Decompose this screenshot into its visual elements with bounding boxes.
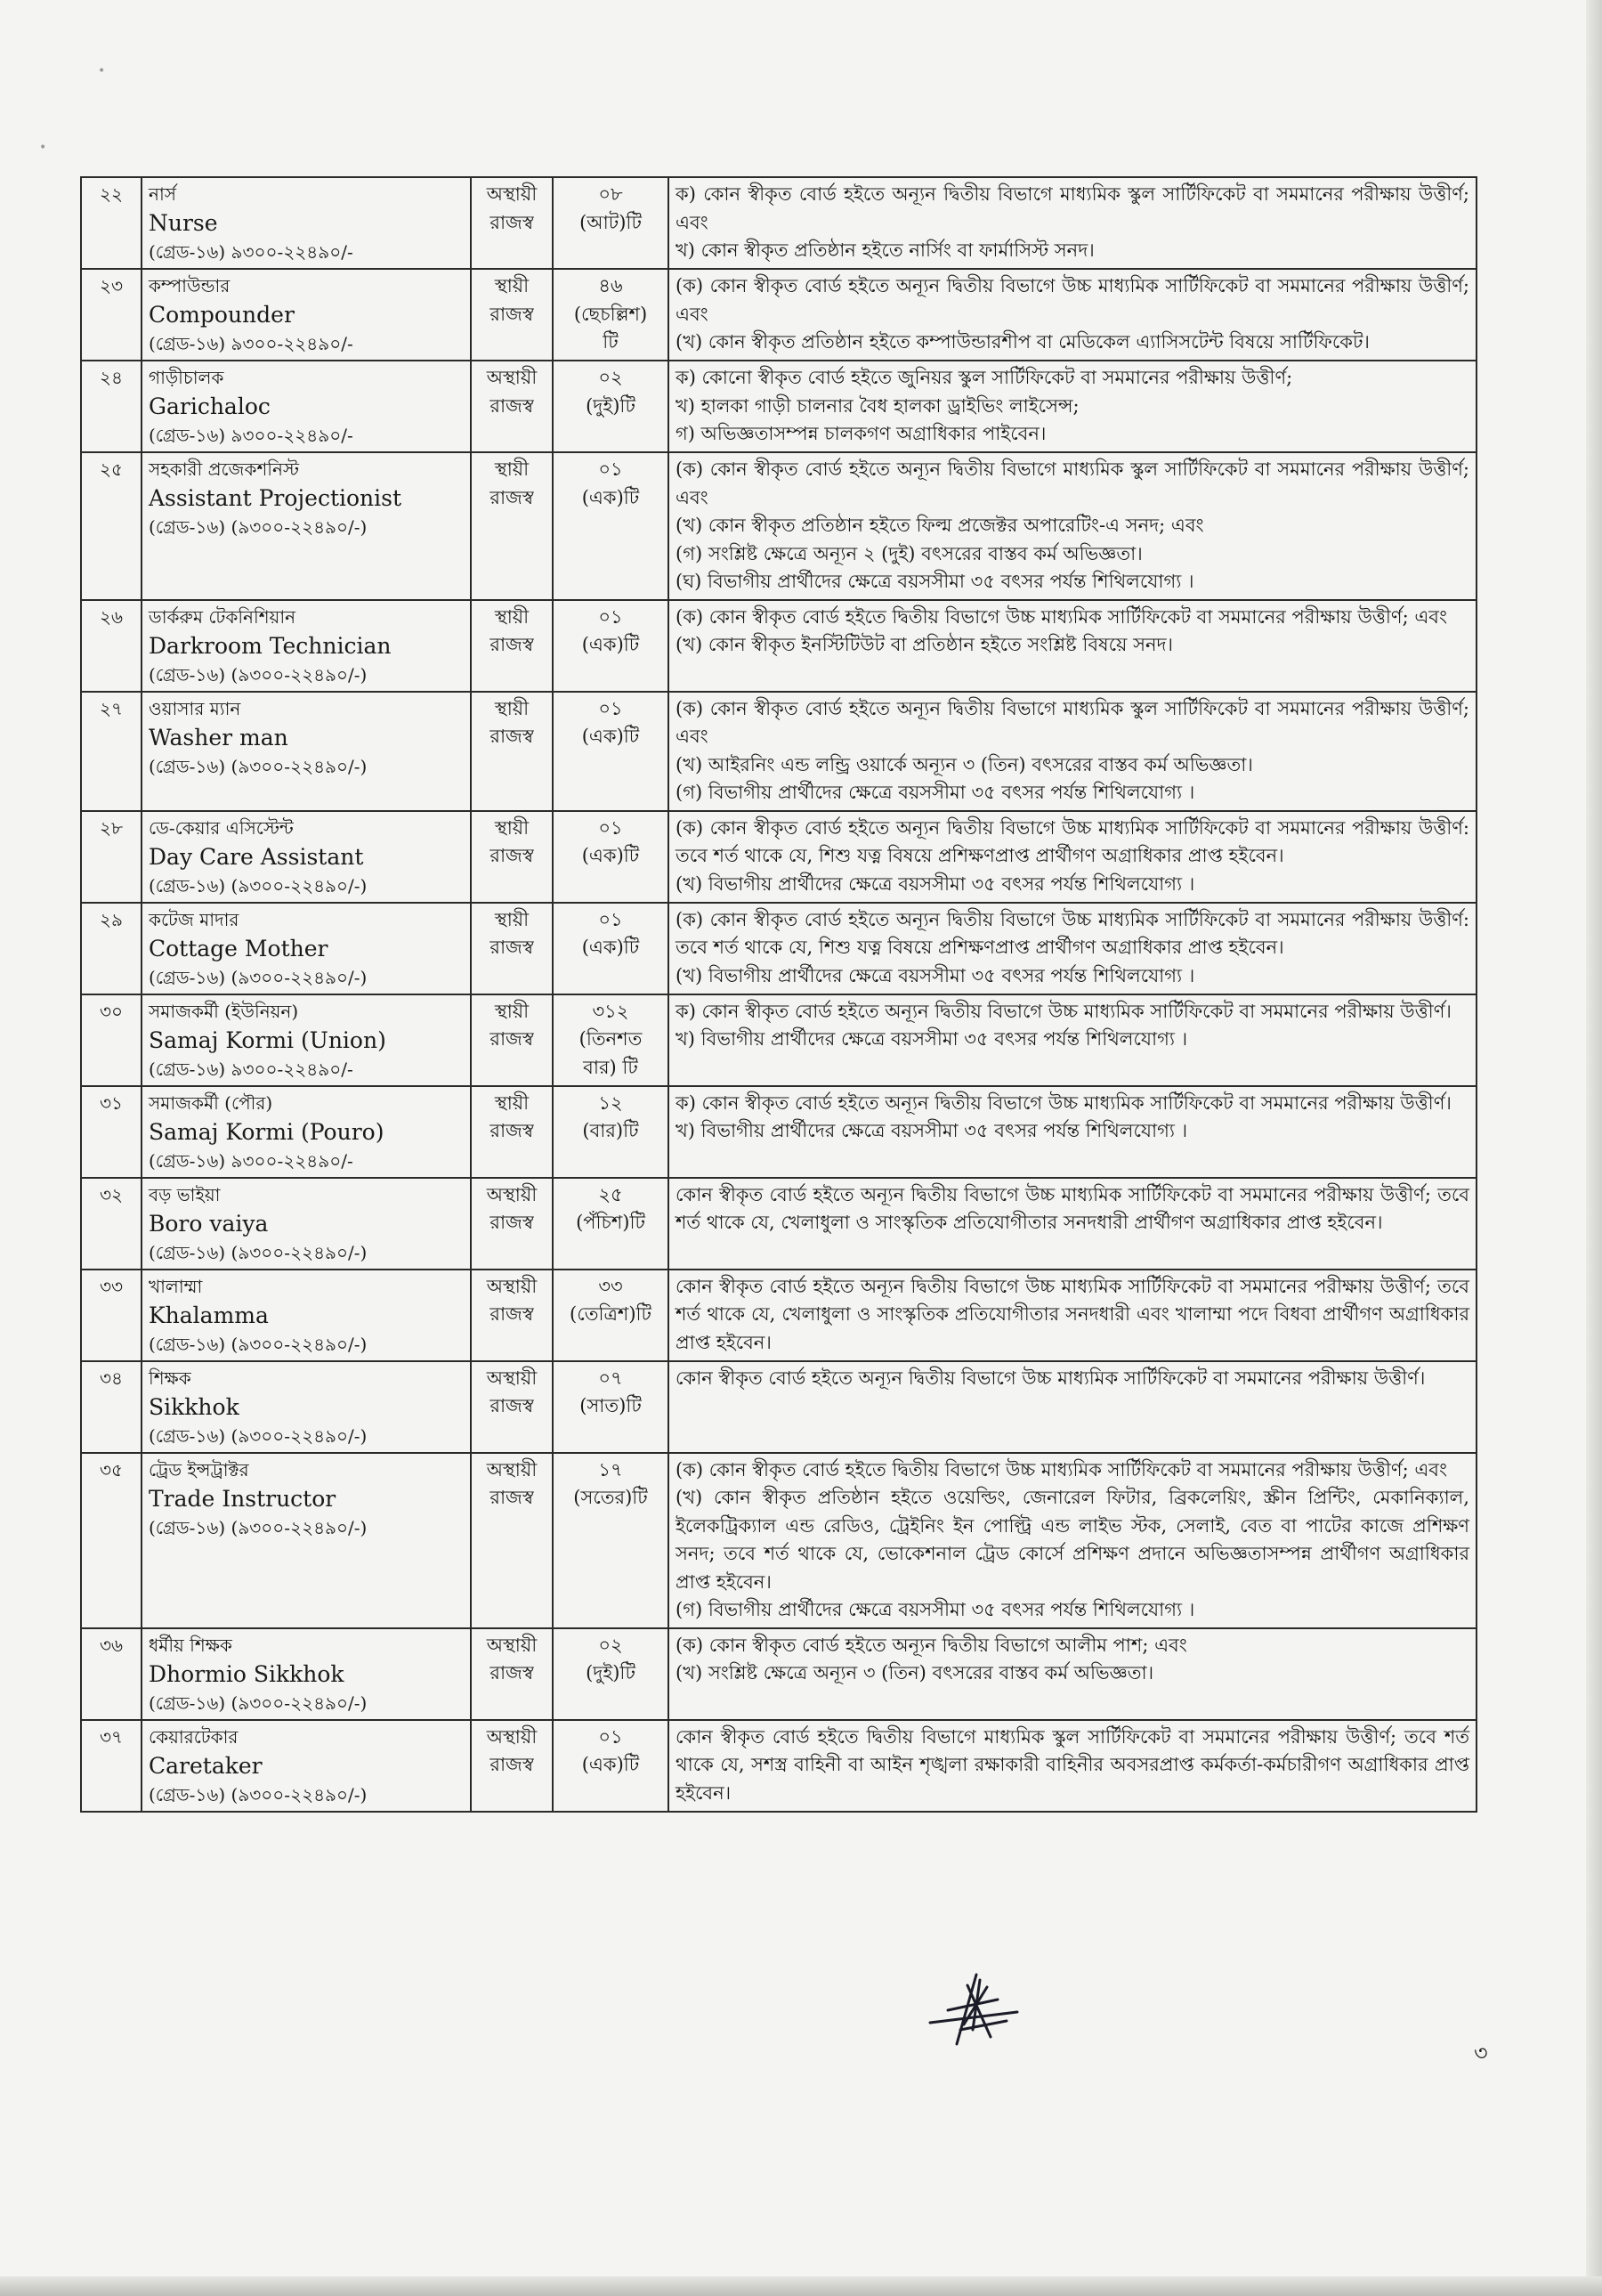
requirement-line: (খ) কোন স্বীকৃত প্রতিষ্ঠান হইতে কম্পাউন্ডারশীপ বা মেডিকেল এ্যাসিসটেন্ট বিষয়ে সার্টিফিকেট। [676,331,1370,353]
post-count-line: ০১ [598,605,623,628]
post-type-line: রাজস্ব [490,1395,534,1416]
post-name-bn: সমাজকর্মী (পৌর) [149,1091,273,1114]
requirement-line: কোন স্বীকৃত বোর্ড হইতে দ্বিতীয় বিভাগে মাধ্যমিক স্কুল সার্টিফিকেট বা সমমানের পরীক্ষায় উত্তীর্ণ; তবে শর্ত থাকে যে, সশস্ত্র বাহিনী বা আইন শৃঙ্খলা রক্ষাকারী বাহিনীর অবসরপ্রাপ্ত কর্মকর্তা-কর্মচারীগণ অগ্রাধিকার প্রাপ্ত হইবেন। [676,1725,1469,1804]
post-cell [142,1453,471,1628]
post-count-line: (পঁচিশ)টি [576,1212,645,1233]
requirement-line: (ক) কোন স্বীকৃত বোর্ড হইতে অন্যূন দ্বিতীয় বিভাগে মাধ্যমিক স্কুল সার্টিফিকেট বা সমমানের পরীক্ষায় উত্তীর্ণ; এবং [676,458,1469,508]
post-name-en: Samaj Kormi (Union) [149,1026,386,1053]
post-type-line: স্থায়ী [494,1000,530,1022]
requirements-cell [668,903,1477,994]
requirements-cell [668,361,1477,452]
post-count-line: (দুই)টি [586,394,635,417]
requirements-cell [668,1628,1477,1720]
post-type-line: রাজস্ব [490,1754,534,1775]
post-type-line: স্থায়ী [494,605,530,628]
requirement-line: (গ) বিভাগীয় প্রার্থীদের ক্ষেত্রে বয়সসীমা ৩৫ বৎসর পর্যন্ত শিথিলযোগ্য । [676,1599,1195,1620]
post-type-line: রাজস্ব [490,303,534,325]
post-count-line: ০১ [598,908,623,930]
post-grade: (গ্রেড-১৬) (৯৩০০-২২৪৯০/-) [149,1692,368,1714]
post-name-bn: বড় ভাইয়া [149,1183,221,1205]
post-name-bn: ধর্মীয় শিক্ষক [149,1634,232,1656]
post-type-line: রাজস্ব [490,1487,534,1508]
post-name-en: Boro vaiya [149,1210,269,1237]
serial-cell: ২৫ [81,452,142,600]
requirement-line: (খ) বিভাগীয় প্রার্থীদের ক্ষেত্রে বয়সসীমা ৩৫ বৎসর পর্যন্ত শিথিলযোগ্য । [676,872,1195,895]
post-grade: (গ্রেড-১৬) ৯৩০০-২২৪৯০/- [149,1149,353,1172]
post-type-cell [471,1361,553,1453]
post-type-line: রাজস্ব [490,1212,534,1233]
post-count-cell [553,1270,668,1361]
post-cell [142,1270,471,1361]
post-type-line: অস্থায়ী [486,183,538,205]
requirements-cell [668,1086,1477,1178]
post-name-en: Assistant Projectionist [149,485,402,511]
table-row [81,1270,1477,1361]
post-type-line: অস্থায়ী [486,1275,538,1297]
post-count-line: (ছেচল্লিশ) [573,303,648,325]
post-name-en: Nurse [149,210,218,236]
requirements-cell [668,452,1477,600]
post-name-bn: সহকারী প্রজেকশনিস্ট [149,458,300,480]
post-count-cell [553,177,668,269]
post-cell [142,1086,471,1178]
requirement-line: (ক) কোন স্বীকৃত বোর্ড হইতে দ্বিতীয় বিভাগে উচ্চ মাধ্যমিক সার্টিফিকেট বা সমমানের পরীক্ষায় উত্তীর্ণ; এবং [676,605,1448,628]
post-count-line: টি [603,331,619,353]
requirement-line: (ক) কোন স্বীকৃত বোর্ড হইতে অন্যূন দ্বিতীয় বিভাগে উচ্চ মাধ্যমিক সার্টিফিকেট বা সমমানের পরীক্ষায় উত্তীর্ণ: তবে শর্ত থাকে যে, শিশু যত্ন বিষয়ে প্রশিক্ষণপ্রাপ্ত প্রার্থীগণ অগ্রাধিকার প্রাপ্ত হইবেন। [676,816,1469,866]
requirement-line: কোন স্বীকৃত বোর্ড হইতে অন্যূন দ্বিতীয় বিভাগে উচ্চ মাধ্যমিক সার্টিফিকেট বা সমমানের পরীক্ষায় উত্তীর্ণ; তবে শর্ত থাকে যে, খেলাধুলা ও সাংস্কৃতিক প্রতিযোগীতার সনদধারী প্রার্থীগণ অগ্রাধিকার প্রাপ্ত হইবেন। [676,1183,1469,1233]
post-name-en: Compounder [149,302,295,328]
requirement-line: ক) কোন স্বীকৃত বোর্ড হইতে অন্যূন দ্বিতীয় বিভাগে মাধ্যমিক স্কুল সার্টিফিকেট বা সমমানের পরীক্ষায় উত্তীর্ণ; এবং [676,183,1469,233]
post-type-line: রাজস্ব [490,486,534,508]
requirements-cell [668,177,1477,269]
requirement-line: (ক) কোন স্বীকৃত বোর্ড হইতে অন্যূন দ্বিতীয় বিভাগে উচ্চ মাধ্যমিক সার্টিফিকেট বা সমমানের পরীক্ষায় উত্তীর্ণ: তবে শর্ত থাকে যে, শিশু যত্ন বিষয়ে প্রশিক্ষণপ্রাপ্ত প্রার্থীগণ অগ্রাধিকার প্রাপ্ত হইবেন। [676,908,1469,958]
requirements-cell [668,1453,1477,1628]
post-grade: (গ্রেড-১৬) (৯৩০০-২২৪৯০/-) [149,1783,368,1805]
post-name-bn: ওয়াসার ম্যান [149,697,241,719]
post-type-line: অস্থায়ী [486,367,538,388]
requirement-line: কোন স্বীকৃত বোর্ড হইতে অন্যূন দ্বিতীয় বিভাগে উচ্চ মাধ্যমিক সার্টিফিকেট বা সমমানের পরীক্ষায় উত্তীর্ণ। [676,1367,1426,1389]
post-count-line: (এক)টি [581,726,640,747]
requirements-cell [668,1361,1477,1453]
requirements-cell [668,1720,1477,1812]
serial-cell: ৩২ [81,1178,142,1270]
post-count-cell [553,692,668,811]
post-name-en: Sikkhok [149,1393,239,1420]
requirements-cell [668,269,1477,361]
post-name-bn: কেয়ারটেকার [149,1725,239,1748]
post-count-cell [553,269,668,361]
requirement-line: (খ) কোন স্বীকৃত ইনস্টিটিউট বা প্রতিষ্ঠান হইতে সংশ্লিষ্ট বিষয়ে সনদ। [676,634,1174,655]
post-grade: (গ্রেড-১৬) (৯৩০০-২২৪৯০/-) [149,1241,368,1263]
post-grade: (গ্রেড-১৬) (৯৩০০-২২৪৯০/-) [149,516,368,538]
requirement-line: (ক) কোন স্বীকৃত বোর্ড হইতে দ্বিতীয় বিভাগে উচ্চ মাধ্যমিক সার্টিফিকেট বা সমমানের পরীক্ষায় উত্তীর্ণ; এবং [676,1458,1448,1481]
post-name-en: Samaj Kormi (Pouro) [149,1118,384,1145]
post-count-line: (এক)টি [581,845,640,866]
post-count-line: ০৮ [598,183,623,205]
post-cell [142,600,471,692]
post-name-bn: কটেজ মাদার [149,908,239,930]
scan-speck: • [98,64,106,78]
requirement-line: (ক) কোন স্বীকৃত বোর্ড হইতে অন্যূন দ্বিতীয় বিভাগে উচ্চ মাধ্যমিক সার্টিফিকেট বা সমমানের পরীক্ষায় উত্তীর্ণ; এবং [676,275,1469,325]
post-type-line: রাজস্ব [490,726,534,747]
post-cell [142,269,471,361]
serial-cell: ২৯ [81,903,142,994]
post-count-line: ১৭ [598,1458,623,1481]
post-name-en: Day Care Assistant [149,843,364,870]
post-count-line: ০২ [598,367,623,388]
requirement-line: খ) কোন স্বীকৃত প্রতিষ্ঠান হইতে নার্সিং বা ফার্মাসিস্ট সনদ। [676,239,1095,261]
requirements-cell [668,994,1477,1086]
requirement-line: (খ) কোন স্বীকৃত প্রতিষ্ঠান হইতে ফিল্ম প্রজেক্টর অপারেটিং-এ সনদ; এবং [676,515,1204,536]
scan-speck: • [39,141,47,155]
post-cell [142,692,471,811]
requirement-line: (খ) সংশ্লিষ্ট ক্ষেত্রে অন্যূন ৩ (তিন) বৎসরের বাস্তব কর্ম অভিজ্ঞতা। [676,1662,1154,1683]
post-count-line: ০১ [598,1725,623,1748]
serial-cell: ২২ [81,177,142,269]
serial-cell: ৩৫ [81,1453,142,1628]
post-type-cell [471,811,553,903]
requirement-line: (গ) সংশ্লিষ্ট ক্ষেত্রে অন্যূন ২ (দুই) বৎসরের বাস্তব কর্ম অভিজ্ঞতা। [676,542,1143,564]
post-count-line: বার) টি [583,1056,638,1078]
post-cell [142,1628,471,1720]
post-type-line: রাজস্ব [490,845,534,866]
page-edge [1586,0,1602,2296]
serial-cell: ২৬ [81,600,142,692]
table-row [81,361,1477,452]
requirement-line: (খ) কোন স্বীকৃত প্রতিষ্ঠান হইতে ওয়েল্ডিং, জেনারেল ফিটার, ব্রিকলেয়িং, স্ক্রীন প্রিন্টিং, মেকানিক্যাল, ইলেকট্রিক্যাল এন্ড রেডিও, ট্রেইনিং ইন পোল্ট্রি এন্ড লাইভ স্টক, সেলাই, বেত বা পাটের কাজে প্রশিক্ষণ সনদ; তবে শর্ত থাকে যে, ভোকেশনাল ট্রেড কোর্সে প্রশিক্ষণ প্রদানে অভিজ্ঞতাসম্পন্ন প্রার্থীগণ অগ্রাধিকার প্রাপ্ত হইবেন। [676,1487,1469,1593]
post-count-cell [553,994,668,1086]
post-type-line: স্থায়ী [494,275,530,296]
post-count-line: ০১ [598,816,623,839]
serial-cell: ২৭ [81,692,142,811]
post-type-cell [471,1453,553,1628]
post-type-line: রাজস্ব [490,1120,534,1141]
post-name-en: Caretaker [149,1752,263,1779]
requirement-line: (খ) বিভাগীয় প্রার্থীদের ক্ষেত্রে বয়সসীমা ৩৫ বৎসর পর্যন্ত শিথিলযোগ্য । [676,964,1195,986]
post-count-cell [553,452,668,600]
post-cell [142,452,471,600]
vacancy-table-body [81,177,1477,1812]
post-count-cell [553,1720,668,1812]
post-type-cell [471,452,553,600]
post-cell [142,1361,471,1453]
serial-cell: ৩১ [81,1086,142,1178]
post-count-line: ২৫ [598,1183,623,1205]
page-edge-bottom [0,2276,1602,2296]
post-count-cell [553,1361,668,1453]
post-type-cell [471,692,553,811]
post-type-cell [471,1628,553,1720]
post-type-cell [471,903,553,994]
post-type-line: রাজস্ব [490,937,534,958]
post-grade: (গ্রেড-১৬) ৯৩০০-২২৪৯০/- [149,425,353,446]
post-cell [142,903,471,994]
post-grade: (গ্রেড-১৬) ৯৩০০-২২৪৯০/- [149,1058,353,1080]
serial-cell: ২৪ [81,361,142,452]
requirement-line: কোন স্বীকৃত বোর্ড হইতে অন্যূন দ্বিতীয় বিভাগে উচ্চ মাধ্যমিক সার্টিফিকেট বা সমমানের পরীক্ষায় উত্তীর্ণ; তবে শর্ত থাকে যে, খেলাধুলা ও সাংস্কৃতিক প্রতিযোগীতার সনদধারী এবং খালাম্মা পদে বিধবা প্রার্থীগণ অগ্রাধিকার প্রাপ্ত হইবেন। [676,1275,1469,1353]
post-count-line: (এক)টি [581,937,640,958]
post-count-line: ৩১২ [592,1000,629,1022]
post-cell [142,1720,471,1812]
post-name-en: Darkroom Technician [149,632,392,659]
table-row [81,1178,1477,1270]
post-type-cell [471,600,553,692]
post-name-bn: সমাজকর্মী (ইউনিয়ন) [149,1000,299,1022]
post-type-cell [471,177,553,269]
post-name-bn: নার্স [149,183,176,205]
post-type-line: অস্থায়ী [486,1458,538,1481]
serial-cell: ৩৩ [81,1270,142,1361]
post-count-line: (এক)টি [581,634,640,655]
serial-cell: ৩৪ [81,1361,142,1453]
requirement-line: খ) হালকা গাড়ী চালনার বৈধ হালকা ড্রাইভিং লাইসেন্স; [676,394,1080,417]
post-type-cell [471,994,553,1086]
post-type-line: অস্থায়ী [486,1634,538,1656]
requirements-cell [668,600,1477,692]
post-type-cell [471,1178,553,1270]
table-row [81,811,1477,903]
post-type-line: স্থায়ী [494,908,530,930]
post-cell [142,361,471,452]
requirement-line: (ক) কোন স্বীকৃত বোর্ড হইতে অন্যূন দ্বিতীয় বিভাগে মাধ্যমিক স্কুল সার্টিফিকেট বা সমমানের পরীক্ষায় উত্তীর্ণ; এবং [676,697,1469,747]
post-count-line: (দুই)টি [586,1662,635,1683]
table-row [81,452,1477,600]
post-name-en: Trade Instructor [149,1485,336,1512]
requirements-cell [668,1178,1477,1270]
post-count-cell [553,1178,668,1270]
requirements-cell [668,692,1477,811]
post-type-line: রাজস্ব [490,634,534,655]
post-grade: (গ্রেড-১৬) (৯৩০০-২২৪৯০/-) [149,966,368,988]
post-count-line: (সতের)টি [573,1487,648,1508]
post-type-cell [471,1720,553,1812]
post-name-bn: শিক্ষক [149,1367,191,1389]
requirements-cell [668,1270,1477,1361]
serial-cell: ৩৬ [81,1628,142,1720]
table-row [81,994,1477,1086]
post-grade: (গ্রেড-১৬) (৯৩০০-২২৪৯০/-) [149,1424,368,1447]
post-count-cell [553,811,668,903]
serial-cell: ২৩ [81,269,142,361]
post-grade: (গ্রেড-১৬) (৯৩০০-২২৪৯০/-) [149,1516,368,1538]
post-type-line: অস্থায়ী [486,1183,538,1205]
post-count-line: (আট)টি [579,211,642,233]
post-cell [142,1178,471,1270]
post-type-line: স্থায়ী [494,1091,530,1114]
post-count-line: ০২ [598,1634,623,1656]
post-name-bn: কম্পাউন্ডার [149,275,231,296]
post-count-cell [553,600,668,692]
post-count-line: ৩৩ [598,1275,623,1297]
requirement-line: ক) কোন স্বীকৃত বোর্ড হইতে অন্যূন দ্বিতীয় বিভাগে উচ্চ মাধ্যমিক সার্টিফিকেট বা সমমানের পরীক্ষায় উত্তীর্ণ। [676,1000,1452,1022]
post-count-line: (তেত্রিশ)টি [570,1303,651,1325]
post-type-line: রাজস্ব [490,1028,534,1050]
post-type-line: স্থায়ী [494,816,530,839]
post-type-cell [471,361,553,452]
post-type-cell [471,1270,553,1361]
post-type-cell [471,269,553,361]
serial-cell: ৩৭ [81,1720,142,1812]
table-row [81,1086,1477,1178]
post-name-en: Khalamma [149,1302,269,1328]
requirement-line: গ) অভিজ্ঞতাসম্পন্ন চালকগণ অগ্রাধিকার পাইবেন। [676,423,1047,444]
table-row [81,269,1477,361]
table-row [81,1453,1477,1628]
signature [921,1967,1028,2051]
post-name-en: Washer man [149,724,288,750]
post-count-cell [553,1453,668,1628]
post-type-line: রাজস্ব [490,1662,534,1683]
signature-mark [921,1967,1028,2048]
post-name-en: Garichaloc [149,393,271,419]
serial-cell: ২৮ [81,811,142,903]
post-count-line: ১২ [598,1091,623,1114]
requirement-line: (খ) আইরনিং এন্ড লন্ড্রি ওয়ার্কে অন্যূন ৩ (তিন) বৎসরের বাস্তব কর্ম অভিজ্ঞতা। [676,753,1253,775]
post-grade: (গ্রেড-১৬) (৯৩০০-২২৪৯০/-) [149,874,368,896]
post-cell [142,994,471,1086]
post-name-bn: গাড়ীচালক [149,367,224,388]
table-row [81,903,1477,994]
post-count-cell [553,903,668,994]
serial-cell: ৩০ [81,994,142,1086]
post-count-line: (এক)টি [581,486,640,508]
post-name-bn: ডার্করুম টেকনিশিয়ান [149,605,296,628]
table-row [81,600,1477,692]
post-grade: (গ্রেড-১৬) (৯৩০০-২২৪৯০/-) [149,1333,368,1355]
post-count-line: ০১ [598,697,623,719]
post-grade: (গ্রেড-১৬) ৯৩০০-২২৪৯০/- [149,333,353,354]
post-grade: (গ্রেড-১৬) ৯৩০০-২২৪৯০/- [149,241,353,263]
requirement-line: (ঘ) বিভাগীয় প্রার্থীদের ক্ষেত্রে বয়সসীমা ৩৫ বৎসর পর্যন্ত শিথিলযোগ্য । [676,571,1194,592]
post-type-line: স্থায়ী [494,697,530,719]
post-count-line: ০১ [598,458,623,480]
post-name-bn: খালাম্মা [149,1275,203,1297]
post-grade: (গ্রেড-১৬) (৯৩০০-২২৪৯০/-) [149,663,368,686]
requirement-line: (ক) কোন স্বীকৃত বোর্ড হইতে অন্যূন দ্বিতীয় বিভাগে আলীম পাশ; এবং [676,1634,1187,1656]
table-row [81,692,1477,811]
vacancy-table [80,176,1477,1813]
post-count-cell [553,1628,668,1720]
post-cell [142,177,471,269]
post-name-bn: ট্রেড ইন্সট্রাক্টর [149,1458,249,1481]
requirement-line: (গ) বিভাগীয় প্রার্থীদের ক্ষেত্রে বয়সসীমা ৩৫ বৎসর পর্যন্ত শিথিলযোগ্য । [676,782,1195,803]
requirement-line: খ) বিভাগীয় প্রার্থীদের ক্ষেত্রে বয়সসীমা ৩৫ বৎসর পর্যন্ত শিথিলযোগ্য । [676,1028,1188,1050]
post-count-cell [553,1086,668,1178]
post-count-line: (সাত)টি [579,1395,642,1416]
post-count-line: (এক)টি [581,1754,640,1775]
post-count-line: ০৭ [598,1367,623,1389]
post-type-line: স্থায়ী [494,458,530,480]
post-count-cell [553,361,668,452]
post-count-line: (বার)টি [582,1120,639,1141]
requirements-cell [668,811,1477,903]
requirement-line: ক) কোন স্বীকৃত বোর্ড হইতে অন্যূন দ্বিতীয় বিভাগে উচ্চ মাধ্যমিক সার্টিফিকেট বা সমমানের পরীক্ষায় উত্তীর্ণ। [676,1091,1452,1114]
post-name-en: Dhormio Sikkhok [149,1660,344,1687]
post-count-line: ৪৬ [598,275,623,296]
post-type-line: রাজস্ব [490,211,534,233]
table-row [81,1628,1477,1720]
post-type-line: রাজস্ব [490,394,534,417]
post-count-line: (তিনশত [578,1028,643,1050]
post-type-cell [471,1086,553,1178]
post-type-line: অস্থায়ী [486,1367,538,1389]
post-cell [142,811,471,903]
requirement-line: খ) বিভাগীয় প্রার্থীদের ক্ষেত্রে বয়সসীমা ৩৫ বৎসর পর্যন্ত শিথিলযোগ্য । [676,1120,1188,1141]
post-type-line: রাজস্ব [490,1303,534,1325]
post-grade: (গ্রেড-১৬) (৯৩০০-২২৪৯০/-) [149,755,368,777]
post-name-en: Cottage Mother [149,935,328,961]
post-type-line: অস্থায়ী [486,1725,538,1748]
table-row [81,177,1477,269]
table-row [81,1361,1477,1453]
table-row [81,1720,1477,1812]
post-name-bn: ডে-কেয়ার এসিস্টেন্ট [149,816,294,839]
requirement-line: ক) কোনো স্বীকৃত বোর্ড হইতে জুনিয়র স্কুল সার্টিফিকেট বা সমমানের পরীক্ষায় উত্তীর্ণ; [676,367,1293,388]
page-number: ৩ [1474,2040,1488,2065]
